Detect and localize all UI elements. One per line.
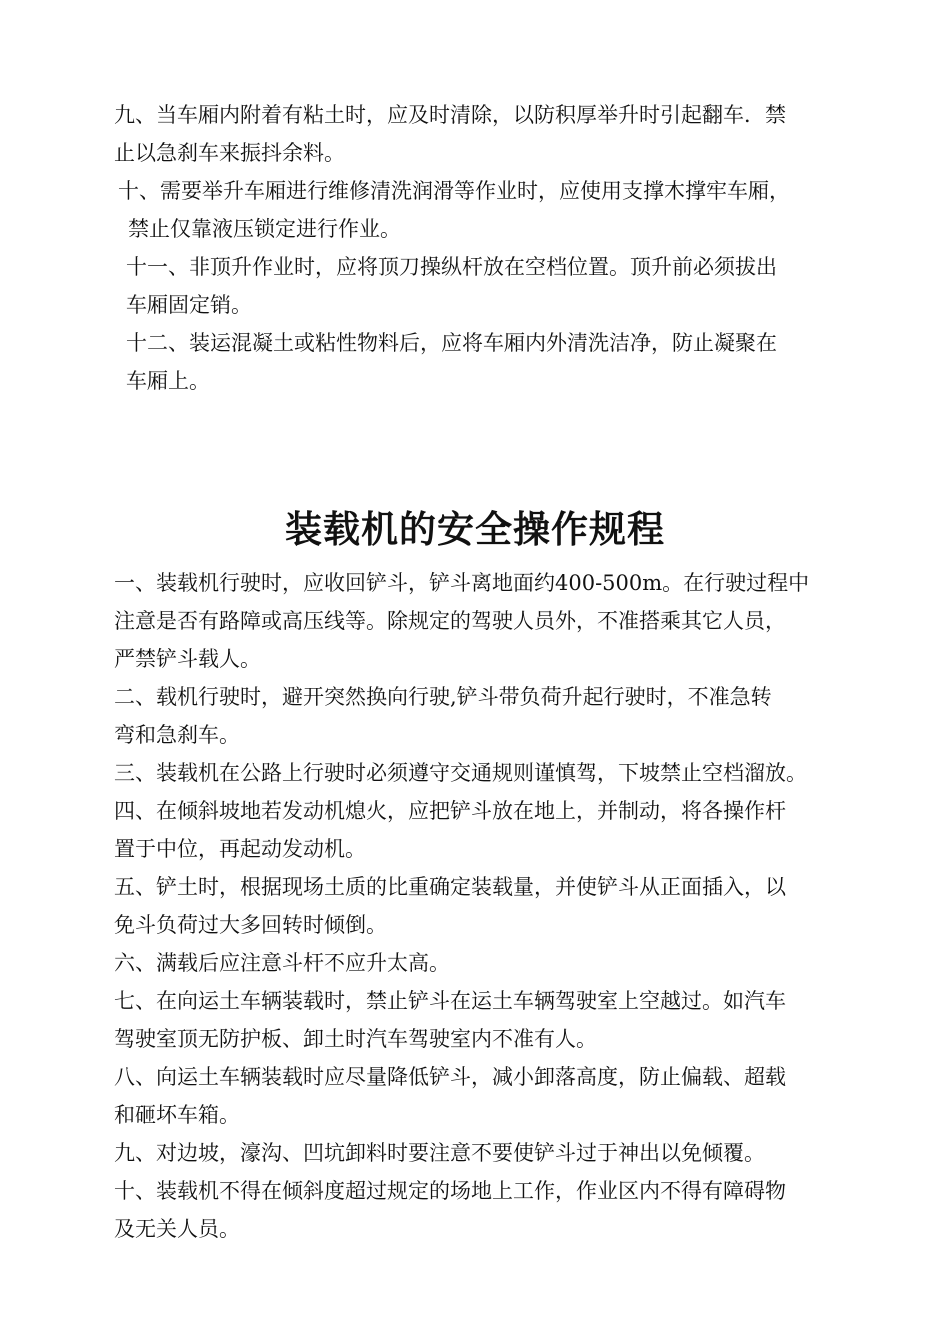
text-line: 车厢上。	[126, 369, 210, 393]
rule-paragraph	[126, 324, 840, 400]
rule-paragraph	[114, 792, 840, 868]
text-line: 六、满载后应注意斗杆不应升太高。	[114, 951, 450, 975]
text-line: 九、当车厢内附着有粘土时，应及时清除，以防积厚举升时引起翻车．禁	[114, 103, 786, 127]
rule-paragraph	[114, 944, 840, 982]
rule-paragraph	[114, 868, 840, 944]
rule-paragraph	[114, 1172, 840, 1248]
text-line: 置于中位，再起动发动机。	[114, 837, 366, 861]
rule-paragraph	[114, 982, 840, 1058]
text-line: 及无关人员。	[114, 1217, 240, 1241]
text-line: 十二、装运混凝土或粘性物料后，应将车厢内外清洗洁净，防止凝聚在	[126, 331, 777, 355]
rule-paragraph	[114, 96, 840, 172]
text-line: 注意是否有路障或高压线等。除规定的驾驶人员外，不准搭乘其它人员，	[114, 609, 786, 633]
rule-paragraph	[114, 1058, 840, 1134]
rule-paragraph	[114, 564, 840, 678]
rule-paragraph	[126, 248, 840, 324]
text-line: 免斗负荷过大多回转时倾倒。	[114, 913, 387, 937]
text-line: 十一、非顶升作业时，应将顶刀操纵杆放在空档位置。顶升前必须拔出	[126, 255, 777, 279]
text-line: 十、装载机不得在倾斜度超过规定的场地上工作，作业区内不得有障碍物	[114, 1179, 786, 1203]
text-line: 十、需要举升车厢进行维修清洗润滑等作业时，应使用支撑木撑牢车厢，	[118, 179, 790, 203]
text-line: 车厢固定销。	[126, 293, 252, 317]
text-line: 五、铲土时，根据现场土质的比重确定装载量，并使铲斗从正面插入，以	[114, 875, 786, 899]
text-line: 九、对边坡，濠沟、凹坑卸料时要注意不要使铲斗过于神出以免倾覆。	[114, 1141, 765, 1165]
text-line: 三、装载机在公路上行驶时必须遵守交通规则谨慎驾，下坡禁止空档溜放。	[114, 761, 807, 785]
text-line: 止以急刹车来振抖余料。	[114, 141, 345, 165]
rule-paragraph	[118, 172, 840, 248]
text-line: 严禁铲斗载人。	[114, 647, 261, 671]
text-line: 四、在倾斜坡地若发动机熄火，应把铲斗放在地上，并制动，将各操作杆	[114, 799, 786, 823]
text-line: 八、向运土车辆装载时应尽量降低铲斗，减小卸落高度，防止偏载、超载	[114, 1065, 786, 1089]
text-line: 和砸坏车箱。	[114, 1103, 240, 1127]
rule-paragraph	[114, 754, 840, 792]
text-line: 禁止仅靠液压锁定进行作业。	[128, 217, 401, 241]
rule-paragraph	[114, 678, 840, 754]
text-line: 七、在向运土车辆装载时，禁止铲斗在运土车辆驾驶室上空越过。如汽车	[114, 989, 786, 1013]
text-line: 弯和急刹车。	[114, 723, 240, 747]
rule-paragraph	[114, 1134, 840, 1172]
text-line: 一、装载机行驶时，应收回铲斗，铲斗离地面约400-500m。在行驶过程中	[114, 571, 810, 595]
text-line: 二、载机行驶时，避开突然换向行驶,铲斗带负荷升起行驶时，不准急转	[114, 685, 772, 709]
page-title: 装载机的安全操作规程	[285, 508, 665, 551]
text-line: 驾驶室顶无防护板、卸土时汽车驾驶室内不准有人。	[114, 1027, 597, 1051]
